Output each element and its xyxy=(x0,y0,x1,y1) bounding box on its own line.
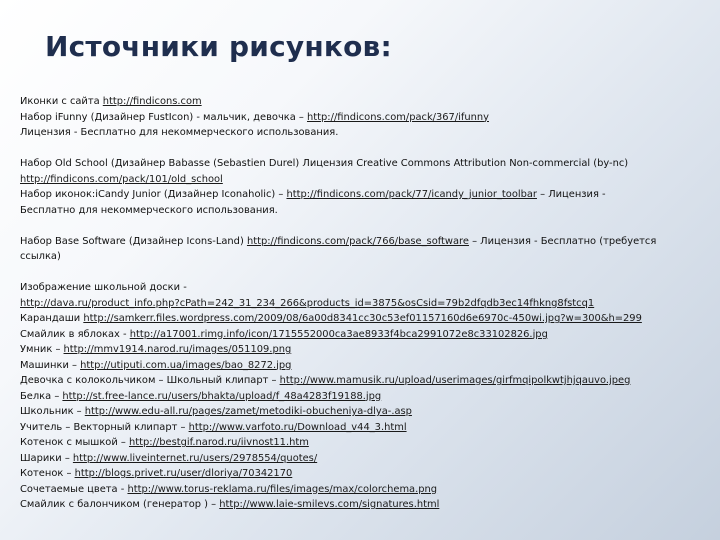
source-link[interactable]: http://www.torus-reklama.ru/files/images/max/colorchema.png xyxy=(127,483,438,495)
source-line xyxy=(20,156,710,172)
list-item xyxy=(20,482,710,498)
source-link[interactable]: http://mmv1914.narod.ru/images/051109.png xyxy=(63,344,292,355)
list-item xyxy=(20,373,710,389)
page-title: Источники рисунков: xyxy=(45,30,392,63)
list-item xyxy=(20,342,710,358)
source-link[interactable]: http://findicons.com/pack/101/old_school xyxy=(20,173,223,185)
license-text: Бесплатно для некоммерческого использования. xyxy=(20,204,278,216)
source-link[interactable]: http://findicons.com/pack/77/icandy_junior_toolbar xyxy=(286,189,537,200)
source-text: Машинки – xyxy=(20,359,81,371)
list-item xyxy=(20,358,710,374)
source-text: Иконки с сайта xyxy=(20,96,103,107)
list-item xyxy=(20,296,710,312)
source-text: Девочка с колокольчиком – Школьный клипарт – xyxy=(20,375,280,386)
source-text: Учитель – Векторный клипарт – xyxy=(20,421,189,433)
license-line xyxy=(20,203,710,219)
source-text: Набор iFunny (Дизайнер FustIcon) - мальчик, девочка – xyxy=(20,111,308,123)
sources-list xyxy=(20,94,710,513)
source-text: Набор Base Software (Дизайнер Icons-Land) xyxy=(20,235,247,247)
list-item xyxy=(20,327,710,343)
source-link[interactable]: http://bestgif.narod.ru/iivnost11.htm xyxy=(128,437,309,448)
list-item xyxy=(20,435,710,451)
source-link[interactable]: http://www.varfoto.ru/Download_v44_3.html xyxy=(188,421,407,433)
source-line xyxy=(20,249,710,265)
source-link[interactable]: http://samkerr.files.wordpress.com/2009/08/6a00d8341cc30c53ef01157160d6e6970c-450wi.jpg?w=300&h=299 xyxy=(83,313,642,324)
source-link[interactable]: http://www.edu-all.ru/pages/zamet/metodiki-obucheniya-dlya-.asp xyxy=(84,406,412,417)
source-text: Котенок – xyxy=(20,468,75,479)
source-text: Изображение школьной доски - xyxy=(20,282,187,293)
image-sources-list xyxy=(20,296,710,513)
source-text: Набор Old School (Дизайнер Babasse (Sebastien Durel) Лицензия Creative Commons Attribution Non-commercial (by-nc) xyxy=(20,158,629,169)
source-text: Смайлик в яблоках - xyxy=(20,328,130,340)
list-item xyxy=(20,466,710,482)
list-item xyxy=(20,389,710,405)
source-line xyxy=(20,187,710,203)
source-line xyxy=(20,280,710,296)
list-item xyxy=(20,420,710,436)
source-text: – Лицензия - Бесплатно (требуется xyxy=(468,235,657,247)
source-link[interactable]: http://findicons.com xyxy=(102,96,202,107)
source-text: Смайлик с балончиком (генератор ) – xyxy=(20,499,220,510)
source-link[interactable]: http://www.liveinternet.ru/users/2978554/quotes/ xyxy=(72,452,318,464)
source-line xyxy=(20,94,710,110)
source-link[interactable]: http://www.laie-smilevs.com/signatures.html xyxy=(219,499,440,510)
source-line xyxy=(20,234,710,250)
source-link[interactable]: http://blogs.privet.ru/user/dloriya/70342170 xyxy=(74,468,293,479)
source-text: Карандаши xyxy=(20,313,84,324)
source-text: Белка – xyxy=(20,390,63,402)
list-item xyxy=(20,404,710,420)
source-link[interactable]: http://utiputi.com.ua/images/bao_8272.jpg xyxy=(80,359,292,371)
source-line xyxy=(20,172,710,188)
source-text: Шарики – xyxy=(20,452,73,464)
source-link[interactable]: http://www.mamusik.ru/upload/userimages/girfmqipolkwtjhjqauvo.jpeg xyxy=(279,375,631,386)
license-text: Лицензия - Бесплатно для некоммерческого использования. xyxy=(20,127,339,138)
source-text: Умник – xyxy=(20,344,64,355)
list-item xyxy=(20,311,710,327)
source-link[interactable]: http://st.free-lance.ru/users/bhakta/upload/f_48a4283f19188.jpg xyxy=(62,390,382,402)
license-line xyxy=(20,125,710,141)
source-text: Котенок с мышкой – xyxy=(20,437,129,448)
source-text: – Лицензия - xyxy=(536,189,606,200)
source-text: Сочетаемые цвета - xyxy=(20,483,128,495)
source-link[interactable]: http://findicons.com/pack/367/ifunny xyxy=(307,111,489,123)
list-item xyxy=(20,497,710,513)
source-line xyxy=(20,110,710,126)
list-item xyxy=(20,451,710,467)
source-text: ссылка) xyxy=(20,251,61,262)
source-link[interactable]: http://dava.ru/product_info.php?cPath=242_31_234_266&products_id=3875&osCsid=79b2dfqdb3ec14fhkng8fstcq1 xyxy=(20,297,595,309)
source-text: Школьник – xyxy=(20,406,85,417)
source-link[interactable]: http://findicons.com/pack/766/base_software xyxy=(246,235,469,247)
source-link[interactable]: http://a17001.rimg.info/icon/1715552000ca3ae8933f4bca2991072e8c33102826.jpg xyxy=(129,328,548,340)
source-text: Набор иконок:iCandy Junior (Дизайнер Iconaholic) – xyxy=(20,189,287,200)
